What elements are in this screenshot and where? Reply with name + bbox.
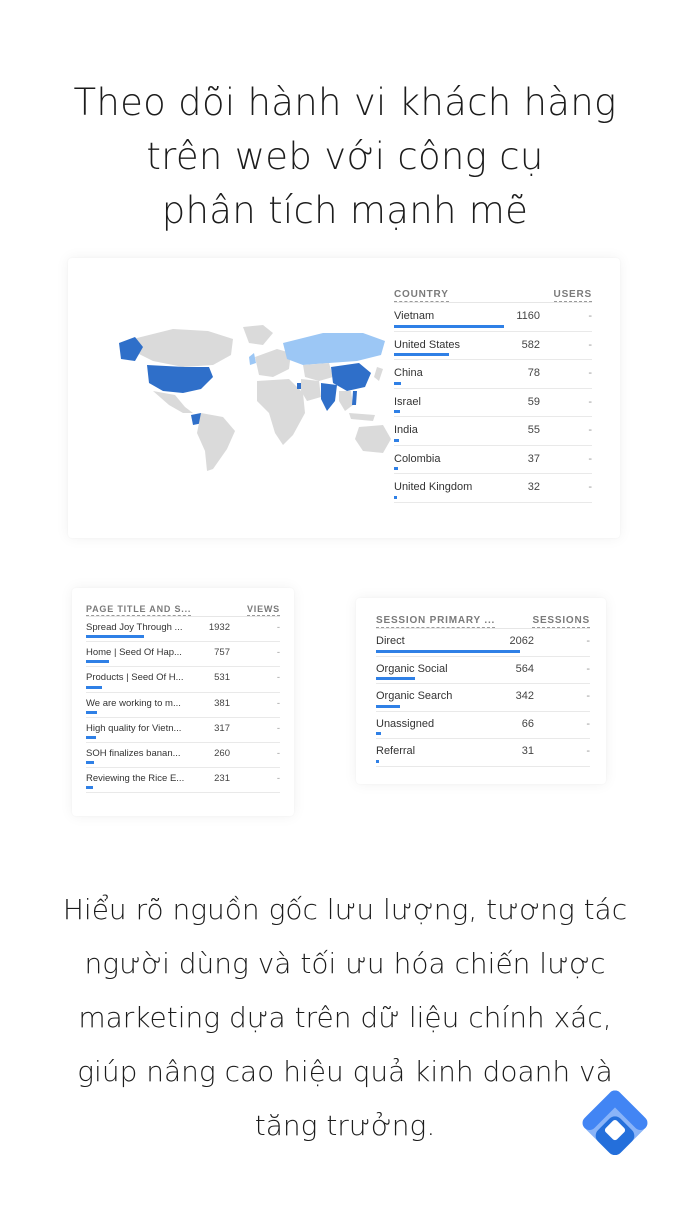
- table-row[interactable]: [376, 657, 590, 685]
- row-bar: [394, 496, 397, 499]
- table-row[interactable]: [376, 629, 590, 657]
- row-bar: [86, 711, 97, 714]
- google-tag-manager-icon: [582, 1090, 648, 1156]
- row-value: 59: [527, 395, 540, 408]
- row-dash: -: [276, 672, 280, 684]
- table-row[interactable]: [86, 693, 280, 718]
- row-value: 32: [527, 481, 540, 493]
- session-table: [376, 608, 590, 767]
- row-value: 2062: [509, 635, 534, 647]
- vietnam-shape: [352, 391, 357, 405]
- paragraph-line: người dùng và tối ưu hóa chiến lược: [84, 947, 606, 980]
- users-column-header[interactable]: USERS: [553, 289, 592, 300]
- row-bar: [394, 382, 401, 385]
- row-value: 260: [214, 747, 230, 759]
- row-dash: -: [276, 697, 280, 709]
- row-dash: -: [276, 747, 280, 759]
- row-label: SOH finalizes banan...: [86, 747, 181, 759]
- greenland-shape: [243, 325, 273, 345]
- row-dash: -: [588, 338, 592, 351]
- table-row[interactable]: [376, 684, 590, 712]
- table-row[interactable]: [376, 739, 590, 767]
- row-value: 317: [214, 722, 230, 734]
- row-label: United States: [394, 338, 461, 351]
- row-label: China: [394, 367, 423, 379]
- paragraph-line: Hiểu rõ nguồn gốc lưu lượng, tương tác: [62, 893, 628, 926]
- row-dash: -: [276, 622, 280, 633]
- headline: [0, 76, 690, 238]
- row-value: 381: [214, 697, 230, 709]
- southeast-asia-shape: [339, 391, 353, 411]
- table-row[interactable]: [86, 642, 280, 667]
- row-bar: [376, 705, 400, 708]
- row-bar: [86, 660, 109, 663]
- row-bar: [394, 410, 400, 413]
- row-dash: -: [586, 745, 590, 757]
- row-value: 231: [214, 773, 230, 785]
- row-dash: -: [588, 452, 592, 465]
- row-value: 564: [515, 662, 534, 675]
- row-value: 31: [521, 745, 534, 757]
- row-label: Unassigned: [376, 717, 435, 730]
- row-label: Israel: [394, 395, 421, 408]
- indonesia-shape: [349, 413, 375, 421]
- page-title-card: [72, 588, 294, 816]
- row-dash: -: [276, 647, 280, 659]
- row-value: 37: [527, 452, 540, 465]
- row-label: United Kingdom: [394, 481, 473, 493]
- row-bar: [376, 677, 415, 680]
- row-bar: [394, 325, 504, 328]
- table-row[interactable]: [394, 303, 592, 332]
- row-label: Products | Seed Of H...: [86, 672, 184, 684]
- page-title-table: [86, 598, 280, 793]
- paragraph-line: giúp nâng cao hiệu quả kinh doanh và: [77, 1055, 613, 1088]
- row-bar: [376, 650, 520, 653]
- session-channel-column-header[interactable]: SESSION PRIMARY ...: [376, 615, 496, 626]
- uk-shape: [249, 353, 256, 365]
- headline-line: phân tích mạnh mẽ: [161, 189, 529, 232]
- row-dash: -: [588, 424, 592, 436]
- row-label: Home | Seed Of Hap...: [86, 647, 182, 659]
- row-bar: [394, 467, 398, 470]
- sessions-column-header[interactable]: SESSIONS: [532, 615, 590, 626]
- table-row[interactable]: [394, 417, 592, 446]
- japan-shape: [374, 367, 383, 381]
- row-label: Reviewing the Rice E...: [86, 773, 185, 785]
- usa-shape: [147, 365, 213, 393]
- row-bar: [394, 353, 449, 356]
- row-dash: -: [586, 690, 590, 702]
- headline-line: trên web với công cụ: [146, 135, 544, 178]
- row-dash: -: [588, 367, 592, 379]
- country-card: [68, 258, 620, 538]
- row-label: Spread Joy Through ...: [86, 622, 183, 633]
- row-bar: [376, 760, 379, 763]
- paragraph-line: tăng trưởng.: [254, 1109, 436, 1142]
- israel-shape: [297, 383, 301, 389]
- table-row[interactable]: [376, 712, 590, 740]
- row-value: 1932: [208, 622, 230, 633]
- row-value: 757: [214, 647, 230, 659]
- row-bar: [86, 736, 96, 739]
- row-label: Direct: [376, 635, 405, 647]
- country-column-header[interactable]: COUNTRY: [394, 289, 449, 300]
- world-map: [113, 321, 393, 481]
- middle-east-shape: [301, 379, 321, 401]
- row-value: 342: [515, 690, 534, 702]
- row-dash: -: [276, 773, 280, 785]
- russia-shape: [283, 333, 385, 365]
- row-dash: -: [276, 722, 280, 734]
- australia-shape: [355, 425, 391, 453]
- table-row[interactable]: [86, 667, 280, 692]
- china-shape: [331, 363, 371, 391]
- row-bar: [86, 761, 94, 764]
- central-asia-shape: [303, 363, 333, 381]
- table-row[interactable]: [394, 389, 592, 418]
- row-dash: -: [586, 635, 590, 647]
- row-value: 531: [214, 672, 230, 684]
- row-label: High quality for Vietn...: [86, 722, 182, 734]
- table-row[interactable]: [394, 446, 592, 475]
- row-label: Referral: [376, 745, 416, 757]
- country-table: [394, 280, 592, 503]
- table-row[interactable]: [86, 617, 280, 642]
- headline-line: Theo dõi hành vi khách hàng: [73, 81, 617, 124]
- page-title-column-header[interactable]: PAGE TITLE AND S...: [86, 604, 192, 614]
- table-row[interactable]: [86, 743, 280, 768]
- mexico-shape: [153, 391, 193, 413]
- row-bar: [86, 635, 144, 638]
- row-bar: [86, 786, 93, 789]
- views-column-header[interactable]: VIEWS: [246, 604, 280, 614]
- row-bar: [86, 686, 102, 689]
- row-value: 582: [521, 338, 540, 351]
- table-row[interactable]: [86, 768, 280, 793]
- session-card: [356, 598, 606, 784]
- row-label: India: [394, 424, 418, 436]
- row-dash: -: [588, 310, 592, 322]
- row-label: Organic Search: [376, 690, 453, 702]
- paragraph-line: marketing dựa trên dữ liệu chính xác,: [78, 1001, 612, 1034]
- india-shape: [321, 383, 337, 411]
- canada-shape: [133, 329, 233, 367]
- row-dash: -: [588, 481, 592, 493]
- row-bar: [376, 732, 381, 735]
- row-label: Vietnam: [394, 310, 435, 322]
- row-value: 55: [527, 424, 540, 436]
- table-row[interactable]: [394, 360, 592, 389]
- row-label: We are working to m...: [86, 697, 181, 709]
- row-value: 1160: [516, 310, 540, 322]
- table-row[interactable]: [394, 332, 592, 361]
- row-dash: -: [586, 662, 590, 675]
- row-dash: -: [588, 395, 592, 408]
- row-label: Organic Social: [376, 662, 448, 675]
- row-value: 78: [527, 367, 540, 379]
- row-dash: -: [586, 717, 590, 730]
- row-bar: [394, 439, 399, 442]
- table-row[interactable]: [86, 718, 280, 743]
- row-value: 66: [521, 717, 534, 730]
- table-row[interactable]: [394, 474, 592, 503]
- south-america-shape: [197, 413, 235, 471]
- row-label: Colombia: [394, 452, 441, 465]
